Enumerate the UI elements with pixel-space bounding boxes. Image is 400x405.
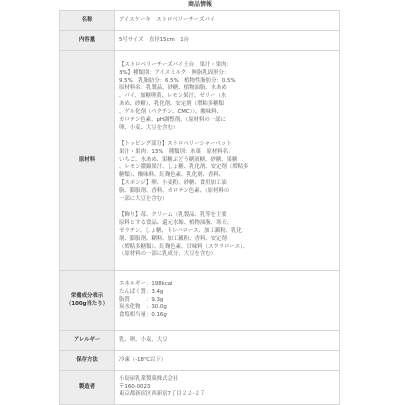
- manufacturer-line: 〒160-0023: [119, 383, 151, 390]
- ingredient-line: 卵、小麦、大豆を含む）: [119, 124, 179, 131]
- value-manufacturer: [115, 371, 340, 405]
- label-ingredients: 原材料: [60, 51, 115, 271]
- ingredient-line: いちご、水あめ、果糖ぶどう糖液糖、砂糖、果糖: [119, 156, 238, 163]
- ingredient-line: 糖類）、酸味料、紅麹色素、乳化剤、香料、: [119, 172, 225, 179]
- nutrition-line: エネルギー：198kcal: [119, 280, 173, 287]
- ingredient-line: 【飾り】苺、クリーム（乳製品、乳等を主要: [119, 211, 227, 218]
- ingredient-line: 剤、膨脹剤、糊料、加工澱粉、香料、安定剤: [119, 235, 227, 242]
- row-ingredients: [60, 51, 340, 271]
- nutrition-line: 食塩相当量：0.16g: [119, 312, 167, 319]
- ingredient-line: 一部に大豆を含む）: [119, 196, 168, 203]
- ingredient-line: 果汁・果肉：13% 種類別：氷菓 原材料名：: [119, 148, 234, 155]
- nutrition-line: 脂質 ：9.3g: [119, 296, 164, 303]
- ingredients-topping: [119, 141, 335, 204]
- nutrition-line: 炭水化物 ：30.0g: [119, 304, 167, 311]
- ingredient-line: あめ、砂糖）、乳化剤、安定剤（増粘多糖類: [119, 101, 224, 108]
- ingredient-line: （増粘多糖類）、紅麹色素、甘味料（スクラロース）、: [119, 243, 249, 250]
- label-manufacturer: 製造者: [60, 371, 115, 405]
- section-title: 商品情報: [187, 1, 212, 8]
- ingredient-line: （原材料の一部に乳成分、大豆を含む）: [119, 251, 217, 258]
- value-line: 5号サイズ 直径15cm 1台: [119, 36, 190, 43]
- row-allergy: [60, 331, 340, 351]
- ingredient-line: 【ストロベリーチーズパイ土台 果汁・果肉：: [119, 61, 232, 68]
- ingredient-line: 、パイ、加糖卵黄、レモン果汁、ゼリー（水: [119, 93, 227, 100]
- row-content-amount: [60, 31, 340, 51]
- ingredient-line: 、ゲル化剤（ペクチン、CMC））、酸味料、: [119, 109, 223, 116]
- ingredient-line: 【スポンジ】卵、小麦粉、砂糖、食用加工油: [119, 180, 227, 187]
- value-line: アイスケーキ ストロベリーチーズパイ: [119, 16, 216, 23]
- ingredient-line: 【トッピング部分】ストロベリーシャーベット: [119, 140, 232, 147]
- ingredient-line: カロテン色素、pH調整剤、（原材料の一部に: [119, 117, 226, 124]
- value-name: [115, 11, 340, 31]
- manufacturer-line: 小島屋乳業製菓株式会社: [119, 375, 179, 382]
- ingredient-line: 脂、膨脹剤、香料、カロテン色素、（原材料の: [119, 188, 230, 195]
- label-storage: 保存方法: [60, 351, 115, 371]
- label-nutrition-line-2: （100g当たり）: [65, 300, 109, 307]
- value-line: 冷凍（-18℃以下）: [119, 356, 167, 363]
- value-line: 乳、卵、小麦、大豆: [119, 336, 168, 343]
- label-nutrition: [60, 271, 115, 331]
- value-ingredients: [115, 51, 340, 271]
- ingredient-line: 、レモン濃縮果汁、しょ糖、乳化剤、安定剤（増粘多: [119, 164, 249, 171]
- ingredient-line: 3%】種類別：アイスミルク 無脂乳固形分：: [119, 69, 230, 76]
- value-storage: [115, 351, 340, 371]
- label-allergy: アレルギー: [60, 331, 115, 351]
- nutrition-line: たんぱく質：3.4g: [119, 288, 164, 295]
- row-name: [60, 11, 340, 31]
- ingredient-line: 9.5% 乳脂肪分：6.5% 植物性脂肪分：0.5%: [119, 77, 236, 84]
- row-manufacturer: [60, 371, 340, 405]
- ingredient-line: ゼラチン、しょ糖、トレハロース、加工澱粉、乳化: [119, 227, 242, 234]
- product-info-table: [59, 10, 340, 405]
- ingredients-cheese-pie-base: [119, 62, 335, 133]
- value-allergy: [115, 331, 340, 351]
- label-name: 名称: [60, 11, 115, 31]
- ingredients-decoration: [119, 212, 335, 259]
- ingredient-line: 原料とする食品、還元水飴、植物油脂、寒天、: [119, 219, 233, 226]
- label-content-amount: 内容量: [60, 31, 115, 51]
- ingredient-line: 原材料名：乳製品、砂糖、植物油脂、水あめ: [119, 85, 227, 92]
- value-nutrition: [115, 271, 340, 331]
- row-nutrition: [60, 271, 340, 331]
- label-nutrition-line-1: 栄養成分表示: [70, 292, 104, 299]
- row-storage: [60, 351, 340, 371]
- value-content-amount: [115, 31, 340, 51]
- manufacturer-line: 東京都新宿区西新宿7丁目２２-２７: [119, 391, 206, 398]
